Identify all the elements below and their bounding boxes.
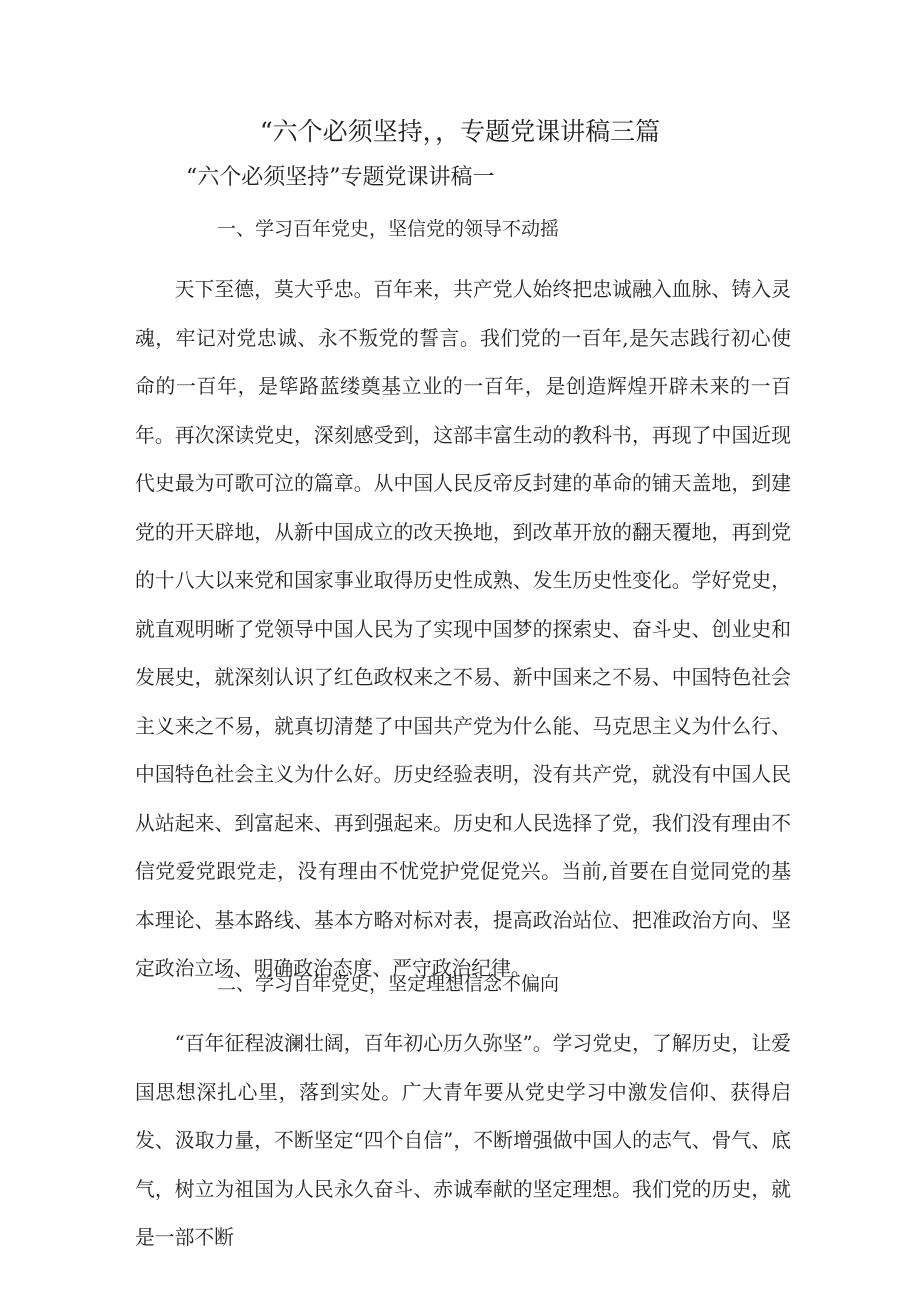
section-heading: 一、学习百年党史，坚信党的领导不动摇: [217, 218, 560, 240]
section-paragraph: 天下至德，莫大乎忠。百年来，共产党人始终把忠诚融入血脉、铸入灵魂，牢记对党忠诚、永不叛党的誓言。我们党的一百年,是矢志践行初心使命的一百年，是筚路蓝缕奠基立业的一百年，是创造辉煌开辟未来的一百年。再次深读党史，深刻感受到，这部丰富生动的教科书，再现了中国近现代史最为可歌可泣的篇章。从中国人民反帝反封建的革命的铺天盖地，到建党的开天辟地，从新中国成立的改天换地，到改革开放的翻天覆地，再到党的十八大以来党和国家事业取得历史性成熟、发生历史性变化。学好党史，就直观明晰了党领导中国人民为了实现中国梦的探索史、奋斗史、创业史和发展史，就深刻认识了红色政权来之不易、新中国来之不易、中国特色社会主义来之不易，就真切清楚了中国共产党为什么能、马克思主义为什么行、中国特色社会主义为什么好。历史经验表明，没有共产党，就没有中国人民从站起来、到富起来、再到强起来。历史和人民选择了党，我们没有理由不信党爱党跟党走，没有理由不忧党护党促党兴。当前,首要在自觉同党的基本理论、基本路线、基本方略对标对表，提高政治站位、把准政治方向、坚定政治立场、明确政治态度、严守政治纪律。: [135, 278, 791, 980]
section-paragraph: “百年征程波澜壮阔，百年初心历久弥坚”。学习党史，了解历史，让爱国思想深扎心里，落到实处。广大青年要从党史学习中激发信仰、获得启发、汲取力量，不断坚定“四个自信”，不断增强做中国人的志气、骨气、底气，树立为祖国为人民永久奋斗、赤诚奉献的坚定理想。我们党的历史，就是一部不断: [135, 1032, 791, 1249]
section-heading: 二、学习百年党史，坚定理想信念不偏向: [217, 973, 560, 995]
document-title: “六个必须坚持，，专题党课讲稿三篇: [259, 117, 661, 146]
document-subtitle: “六个必须坚持”专题党课讲稿一: [186, 165, 495, 190]
